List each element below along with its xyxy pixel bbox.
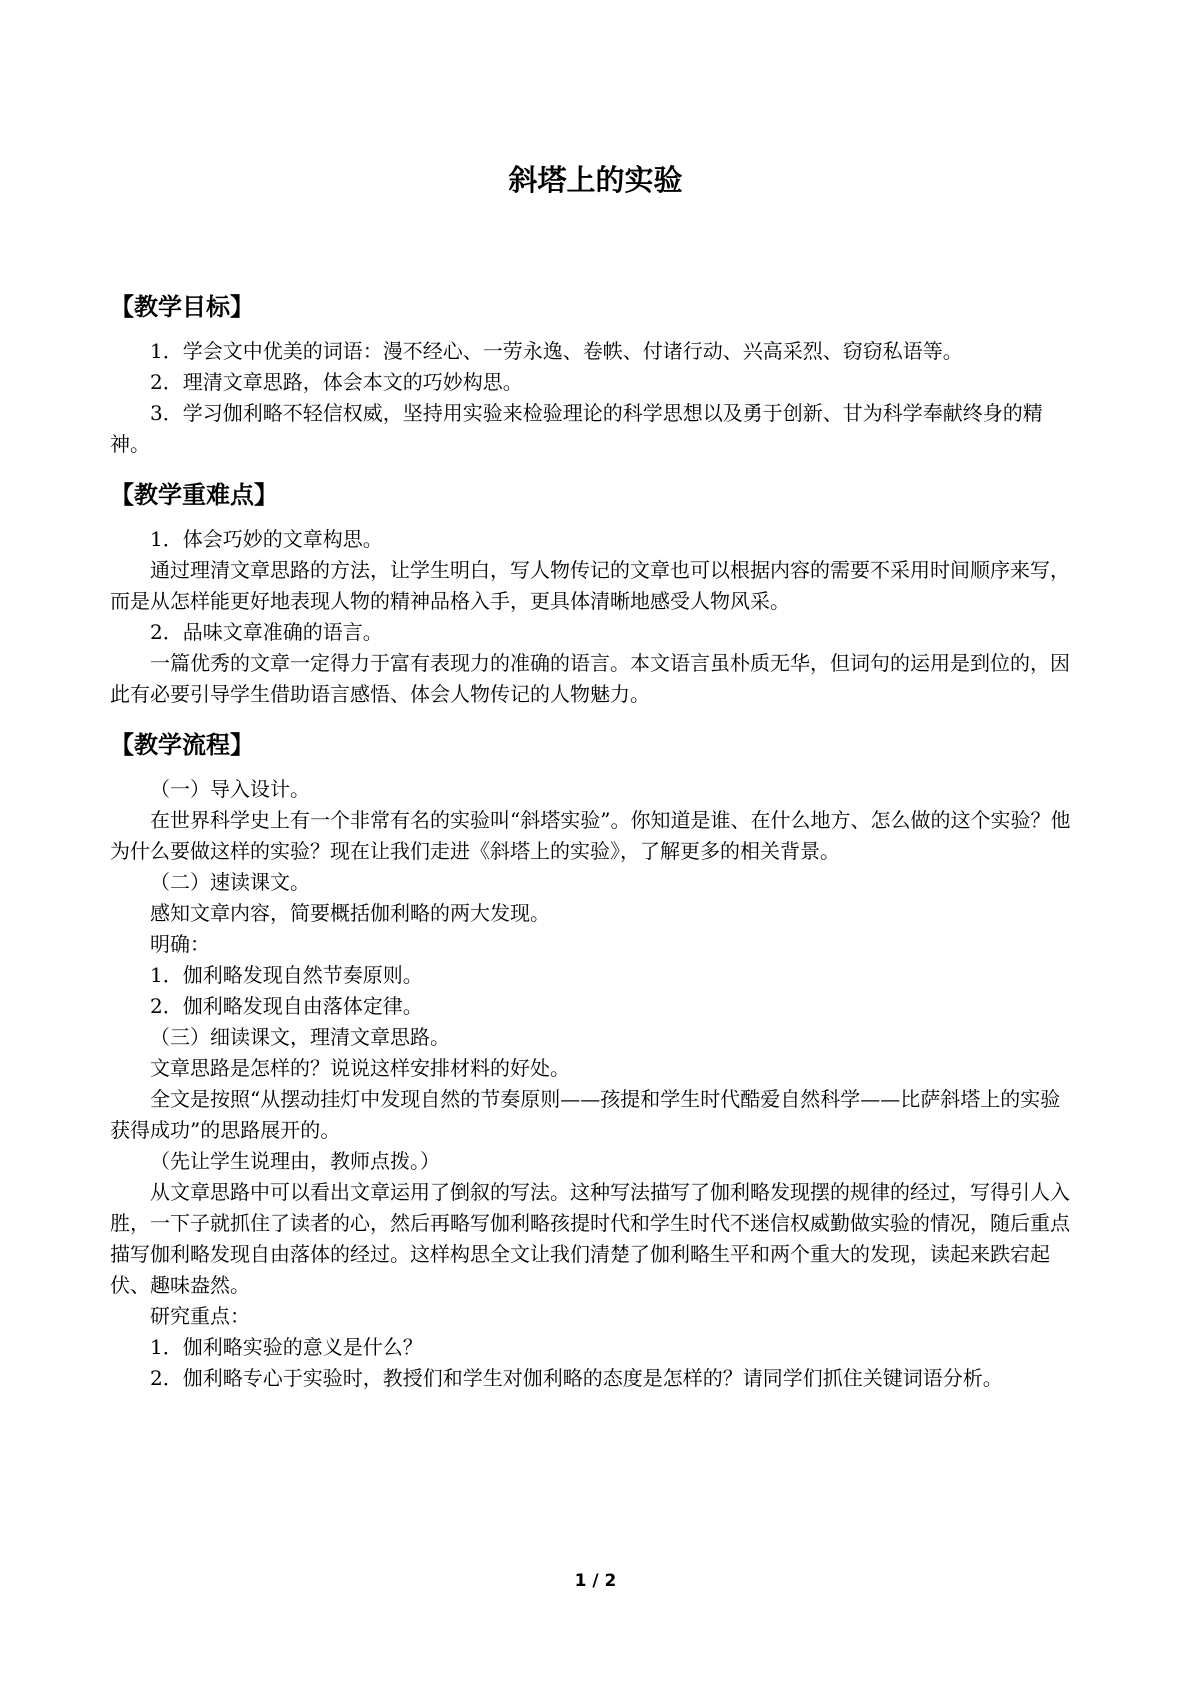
section-heading-keypoints: 【教学重难点】 bbox=[110, 481, 278, 509]
page-number: 1 / 2 bbox=[574, 1571, 617, 1591]
paragraph: 从文章思路中可以看出文章运用了倒叙的写法。这种写法描写了伽利略发现摆的规律的经过，写得引人入胜，一下子就抓住了读者的心，然后再略写伽利略孩提时代和学生时代不迷信权威勤做实验的情况，随后重点描写伽利略发现自由落体的经过。这样构思全文让我们清楚了伽利略生平和两个重大的发现，读起来跌宕起伏、趣味盎然。 bbox=[110, 1180, 1070, 1297]
page-title: 斜塔上的实验 bbox=[508, 163, 683, 197]
paragraph: 3．学习伽利略不轻信权威，坚持用实验来检验理论的科学思想以及勇于创新、甘为科学奉献终身的精神。 bbox=[110, 401, 1043, 456]
paragraph: 1．体会巧妙的文章构思。 bbox=[150, 527, 383, 551]
paragraph: 明确： bbox=[150, 932, 210, 956]
paragraph: 在世界科学史上有一个非常有名的实验叫“斜塔实验”。你知道是谁、在什么地方、怎么做的这个实验？他为什么要做这样的实验？现在让我们走进《斜塔上的实验》，了解更多的相关背景。 bbox=[110, 808, 1071, 863]
paragraph: （二）速读课文。 bbox=[150, 870, 310, 894]
paragraph: 1．学会文中优美的词语：漫不经心、一劳永逸、卷帙、付诸行动、兴高采烈、窃窃私语等。 bbox=[150, 339, 963, 363]
paragraph: 通过理清文章思路的方法，让学生明白，写人物传记的文章也可以根据内容的需要不采用时间顺序来写，而是从怎样能更好地表现人物的精神品格入手，更具体清晰地感受人物风采。 bbox=[110, 558, 1070, 613]
paragraph: （三）细读课文，理清文章思路。 bbox=[150, 1025, 450, 1049]
document-body bbox=[110, 290, 1078, 1394]
paragraph: 研究重点： bbox=[150, 1304, 250, 1328]
paragraph: 2．品味文章准确的语言。 bbox=[150, 620, 383, 644]
paragraph: 全文是按照“从摆动挂灯中发现自然的节奏原则——孩提和学生时代酷爱自然科学——比萨斜塔上的实验获得成功”的思路展开的。 bbox=[110, 1087, 1061, 1142]
section-heading-process: 【教学流程】 bbox=[110, 731, 254, 759]
paragraph: 1．伽利略发现自然节奏原则。 bbox=[150, 963, 423, 987]
paragraph: （先让学生说理由，教师点拨。） bbox=[150, 1149, 440, 1173]
paragraph: （一）导入设计。 bbox=[150, 777, 310, 801]
paragraph: 一篇优秀的文章一定得力于富有表现力的准确的语言。本文语言虽朴质无华，但词句的运用是到位的，因此有必要引导学生借助语言感悟、体会人物传记的人物魅力。 bbox=[110, 651, 1070, 706]
paragraph: 1．伽利略实验的意义是什么？ bbox=[150, 1335, 423, 1359]
paragraph: 感知文章内容，简要概括伽利略的两大发现。 bbox=[150, 901, 550, 925]
paragraph: 2．理清文章思路，体会本文的巧妙构思。 bbox=[150, 370, 523, 394]
paragraph: 2．伽利略发现自由落体定律。 bbox=[150, 994, 423, 1018]
paragraph: 文章思路是怎样的？说说这样安排材料的好处。 bbox=[150, 1056, 570, 1080]
paragraph: 2．伽利略专心于实验时，教授们和学生对伽利略的态度是怎样的？请同学们抓住关键词语分析。 bbox=[150, 1366, 1003, 1390]
section-heading-goals: 【教学目标】 bbox=[110, 293, 254, 321]
